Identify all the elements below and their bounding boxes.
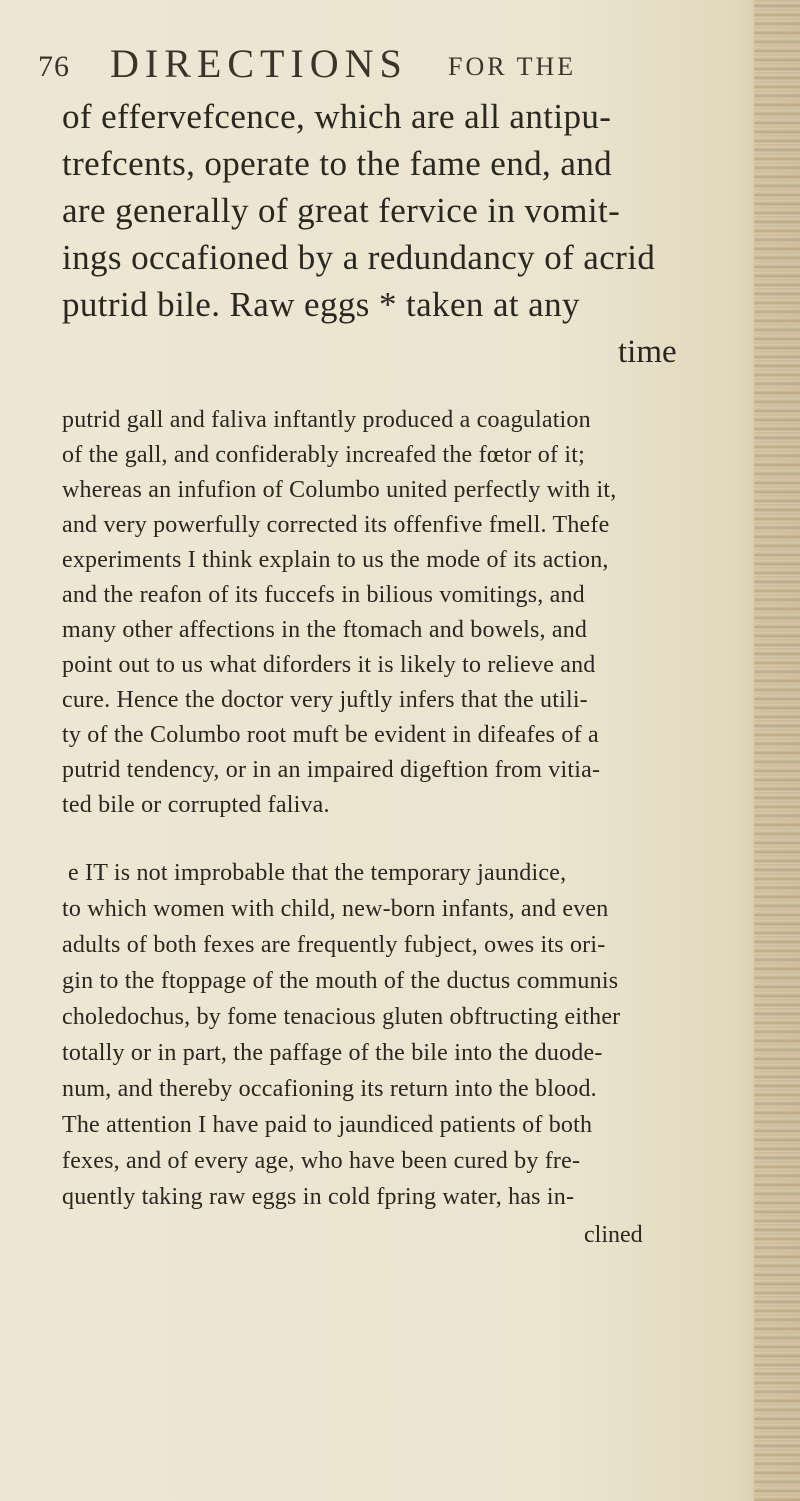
footnote-line: whereas an infufion of Columbo united perfectly with it, (62, 477, 617, 503)
footnote-line: e IT is not improbable that the temporary jaundice, (68, 860, 567, 886)
running-header (38, 40, 718, 90)
footnote-line: adults of both fexes are frequently fubject, owes its ori- (62, 932, 606, 958)
text-line: of effervefcence, which are all antipu- (62, 97, 612, 136)
footnote-line: putrid gall and faliva inftantly produced a coagulation (62, 407, 591, 433)
footnote-line: many other affections in the ftomach and bowels, and (62, 617, 588, 643)
footnote-line: and very powerfully corrected its offenfive fmell. Thefe (62, 512, 610, 538)
footnote-line: and the reafon of its fuccefs in bilious vomitings, and (62, 582, 585, 608)
footnote-line: of the gall, and confiderably increafed the fœtor of it; (62, 442, 585, 468)
footnote-line: The attention I have paid to jaundiced patients of both (62, 1112, 593, 1138)
footnote-line: putrid tendency, or in an impaired digeftion from vitia- (62, 757, 601, 783)
text-line: are generally of great fervice in vomit- (62, 191, 621, 230)
footnote-line: fexes, and of every age, who have been cured by fre- (62, 1148, 581, 1174)
text-line: ings occafioned by a redundancy of acrid (62, 238, 656, 277)
footnote-line: totally or in part, the paffage of the bile into the duode- (62, 1040, 603, 1066)
footnote-line: ted bile or corrupted faliva. (62, 792, 330, 818)
footnote-line: cure. Hence the doctor very juftly infers that the utili- (62, 687, 588, 713)
footnote-line: ty of the Columbo root muft be evident in difeafes of a (62, 722, 599, 748)
footnote-line: gin to the ftoppage of the mouth of the ductus communis (62, 968, 619, 994)
catchword: time (618, 334, 677, 370)
running-title: DIRECTIONS (110, 41, 408, 86)
text-line: trefcents, operate to the fame end, and (62, 144, 613, 183)
footnote-line: num, and thereby occafioning its return into the blood. (62, 1076, 597, 1102)
page-number: 76 (38, 50, 70, 83)
footnote-line: point out to us what diforders it is likely to relieve and (62, 652, 596, 678)
text-line: putrid bile. Raw eggs * taken at any (62, 285, 580, 324)
footnote-line: to which women with child, new-born infants, and even (62, 896, 609, 922)
running-title-tail: FOR THE (448, 52, 577, 81)
book-spine-edge (754, 0, 800, 1501)
catchword: clined (584, 1222, 643, 1248)
footnote-line: quently taking raw eggs in cold fpring water, has in- (62, 1184, 575, 1210)
footnote-line: experiments I think explain to us the mode of its action, (62, 547, 609, 573)
footnote-line: choledochus, by fome tenacious gluten obftructing either (62, 1004, 621, 1030)
